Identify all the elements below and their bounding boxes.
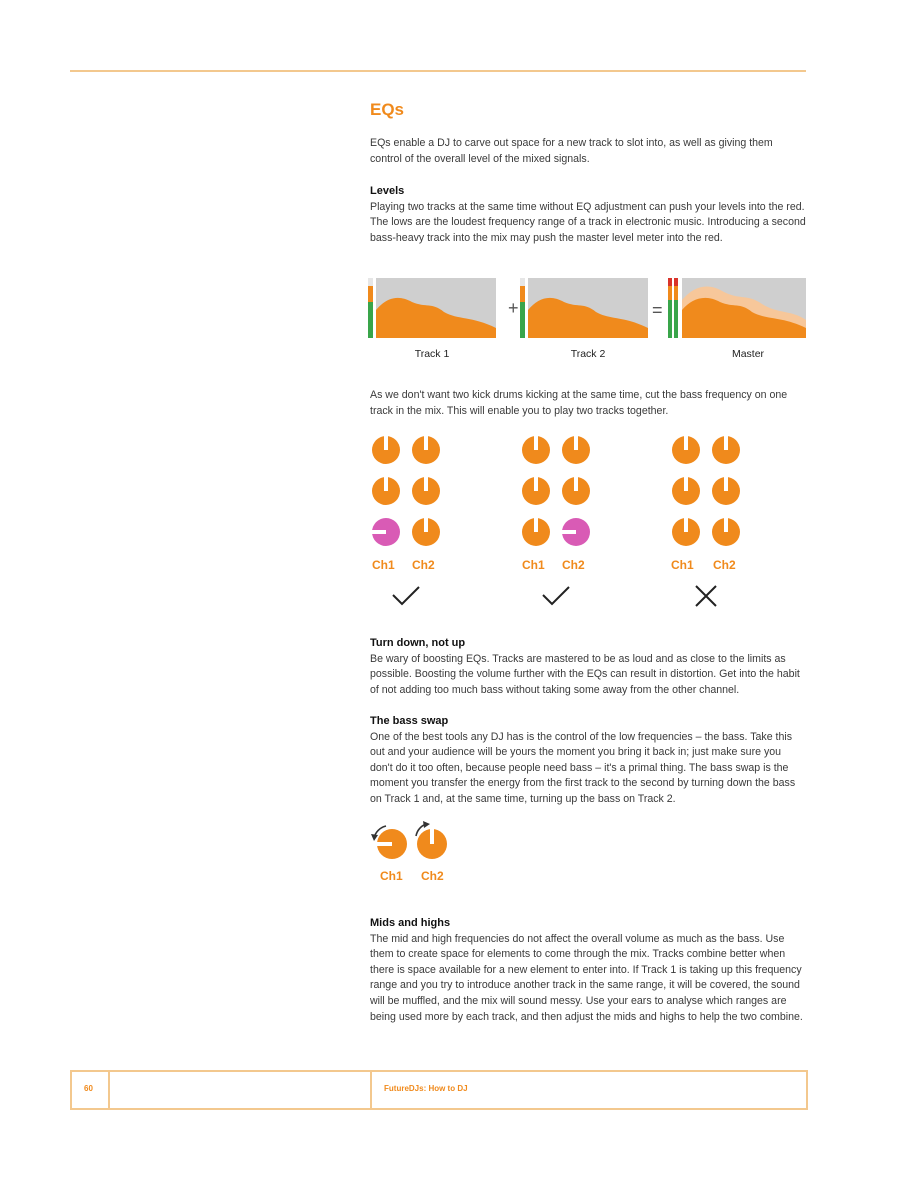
swap-ch1-label: Ch1: [380, 869, 403, 883]
levels-section: [370, 184, 806, 246]
ch1-swap-knob: [371, 826, 407, 859]
plus-sign: +: [508, 298, 519, 318]
footer-divider: [370, 1072, 372, 1108]
check-icon: [543, 587, 569, 604]
eq-knob: [522, 436, 550, 464]
eq-knob: [562, 436, 590, 464]
equals-sign: =: [652, 300, 663, 320]
master-waveform: [668, 278, 806, 338]
waveform-figure: [368, 276, 808, 340]
mids-highs-section: [370, 916, 806, 1025]
track2-label: Track 2: [570, 348, 606, 360]
eq-knob: [672, 477, 700, 505]
bass-cut-knob: [372, 518, 400, 546]
eq-knob: [712, 436, 740, 464]
ch2-swap-knob: [416, 821, 447, 859]
group2-ch2-label: Ch2: [562, 558, 585, 572]
eq-knob: [672, 436, 700, 464]
top-rule: [70, 70, 806, 72]
group3-ch1-label: Ch1: [671, 558, 694, 572]
eq-knob: [522, 477, 550, 505]
group1-ch1-label: Ch1: [372, 558, 395, 572]
swap-ch2-label: Ch2: [421, 869, 444, 883]
group3-ch2-label: Ch2: [713, 558, 736, 572]
eq-knob: [522, 518, 550, 546]
check-icon: [393, 587, 419, 604]
group1-ch2-label: Ch2: [412, 558, 435, 572]
bass-cut-paragraph: As we don't want two kick drums kicking at the same time, cut the bass frequency on one track in the mix. This will enable you to play two tracks together.: [370, 389, 788, 417]
page-footer: [70, 1070, 808, 1110]
eq-knob: [712, 477, 740, 505]
book-title: FutureDJs: How to DJ: [384, 1084, 468, 1093]
turn-down-body: Be wary of boosting EQs. Tracks are mastered to be as loud and as close to the limits as possible. Boosting the volume further with the EQs can result in distortion. Get into the habit of not adding too much bass without taking some away from the other channel.: [370, 652, 800, 696]
eq-knob: [412, 518, 440, 546]
footer-divider: [108, 1072, 110, 1108]
eq-knob: [412, 477, 440, 505]
eq-knob: [562, 477, 590, 505]
bass-cut-knob: [562, 518, 590, 546]
eq-knob: [372, 436, 400, 464]
master-label: Master: [731, 348, 765, 360]
levels-body: Playing two tracks at the same time without EQ adjustment can push your levels into the red. The lows are the loudest frequency range of a track in electronic music. Introducing a second bass-heavy track into the mix may push the master level meter into the red.: [370, 200, 806, 244]
bass-swap-body: One of the best tools any DJ has is the control of the low frequencies – the bass. Take this out and your audience will be yours the moment you bring it back in; just make sure you don't do it too often, because people need bass – it's a primal thing. The bass swap is the moment you transfer the energy from the first track to the second by turning down the bass on Track 1 and, at the same time, turning up the bass on Track 2.: [370, 730, 796, 805]
bass-swap-figure: [368, 818, 458, 862]
group2-ch1-label: Ch1: [522, 558, 545, 572]
eq-knob-figure: [368, 430, 748, 616]
page-heading: EQs: [370, 100, 405, 119]
page-number: 60: [84, 1084, 93, 1093]
track2-waveform: [520, 278, 648, 338]
track1-waveform: [368, 278, 496, 338]
turn-down-section: [370, 636, 806, 698]
track1-label: Track 1: [414, 348, 450, 360]
bass-swap-section: [370, 714, 806, 808]
levels-title: Levels: [370, 185, 405, 197]
mids-highs-body: The mid and high frequencies do not affect the overall volume as much as the bass. Use them to create space for elements to come through the mix. Tracks combine better when there is space available for a new element to enter into. If Track 1 is taking up this frequency range and you try to introduce another track in the same range, it will be covered, the sound will be muffled, and the mix will sound messy. Use your ears to analyse which ranges are being used more by each track, and then adjust the mids and highs to help the two combine.: [370, 932, 803, 1023]
bass-swap-title: The bass swap: [370, 715, 449, 727]
eq-knob: [412, 436, 440, 464]
mids-highs-title: Mids and highs: [370, 917, 451, 929]
turn-down-title: Turn down, not up: [370, 637, 466, 649]
eq-knob: [372, 477, 400, 505]
eq-knob: [672, 518, 700, 546]
cross-icon: [696, 586, 716, 606]
intro-paragraph: EQs enable a DJ to carve out space for a new track to slot into, as well as giving them control of the overall level of the mixed signals.: [370, 137, 773, 165]
eq-knob: [712, 518, 740, 546]
